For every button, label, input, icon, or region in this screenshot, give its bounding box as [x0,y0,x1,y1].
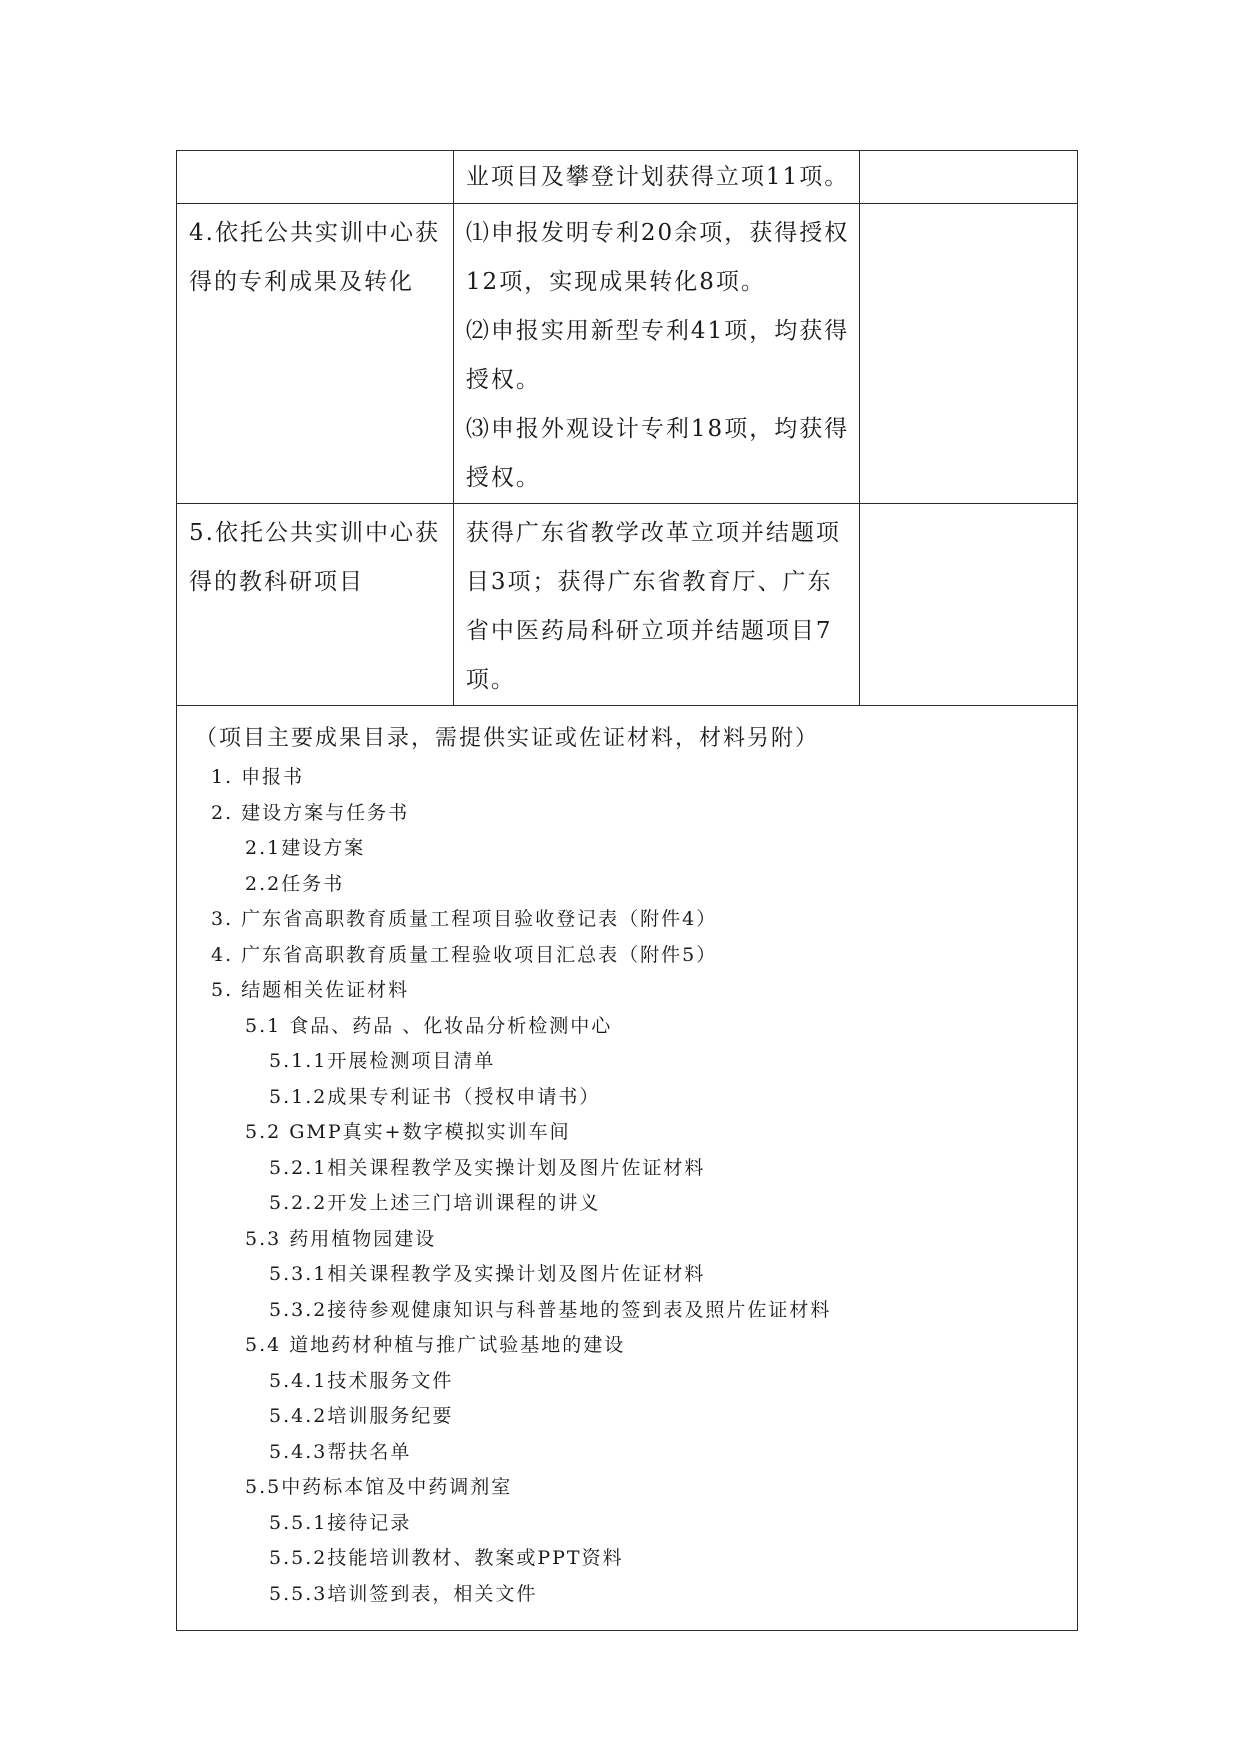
table-row [177,204,1078,504]
item-cell [177,504,454,706]
content-paragraph: 业项目及攀登计划获得立项11项。 [465,164,850,190]
item-cell [177,204,454,504]
catalog-row [177,706,1078,1631]
table-row [177,151,1078,204]
content-paragraph: 获得广东省教学改革立项并结题项目3项；获得广东省教育厅、广东省中医药局科研立项并结题项目7项。 [465,520,841,693]
remark-cell [860,504,1078,706]
catalog-intro: （项目主要成果目录，需提供实证或佐证材料，材料另附） [195,726,820,751]
catalog-item: 3. 广东省高职教育质量工程项目验收登记表（附件4） [211,908,718,930]
item-text: 4.依托公共实训中心获得的专利成果及转化 [189,220,440,295]
catalog-item: 2. 建设方案与任务书 [211,801,410,824]
catalog-item: 5.3 药用植物园建设 [245,1227,437,1250]
content-paragraph: ⑴申报发明专利20余项，获得授权12项，实现成果转化8项。 [465,220,850,295]
remark-cell [860,151,1078,204]
catalog-item: 5.4 道地药材种植与推广试验基地的建设 [245,1334,626,1356]
catalog-item: 5.4.2培训服务纪要 [269,1405,454,1427]
content-cell [453,504,859,706]
catalog-item: 5.3.1相关课程教学及实操计划及图片佐证材料 [269,1263,706,1285]
content-cell [453,151,859,204]
content-cell [453,204,859,504]
catalog-item: 2.1建设方案 [245,837,366,859]
catalog-item: 5.2.1相关课程教学及实操计划及图片佐证材料 [269,1156,706,1179]
content-paragraph: ⑵申报实用新型专利41项，均获得授权。 [465,318,850,393]
table-body [177,151,1078,1631]
catalog-item: 5.2.2开发上述三门培训课程的讲义 [269,1192,601,1214]
catalog-item: 5.5中药标本馆及中药调剂室 [245,1476,513,1498]
catalog-item: 5.1.1开展检测项目清单 [269,1050,496,1072]
catalog-item: 5.2 GMP真实+数字模拟实训车间 [245,1121,571,1143]
catalog-item: 5.5.3培训签到表，相关文件 [269,1582,538,1605]
catalog-item: 5.4.3帮扶名单 [269,1440,412,1463]
catalog-item: 2.2任务书 [245,872,345,895]
catalog-item: 5.4.1技术服务文件 [269,1369,454,1392]
achievement-table [176,150,1078,1631]
catalog-item: 5. 结题相关佐证材料 [211,979,410,1001]
catalog-item: 5.1.2成果专利证书（授权申请书） [269,1085,601,1108]
catalog-cell [177,706,1078,1631]
catalog-item: 5.3.2接待参观健康知识与科普基地的签到表及照片佐证材料 [269,1298,832,1321]
catalog-item: 5.5.2技能培训教材、教案或PPT资料 [269,1547,624,1569]
catalog-item: 5.1 食品、药品 、化妆品分析检测中心 [245,1014,613,1037]
item-cell [177,151,454,204]
remark-cell [860,204,1078,504]
content-paragraph: ⑶申报外观设计专利18项，均获得授权。 [465,416,850,491]
catalog-item: 1. 申报书 [211,766,305,788]
item-text: 5.依托公共实训中心获得的教科研项目 [189,520,440,595]
catalog-list [195,760,1077,1612]
table-row [177,504,1078,706]
catalog-item: 5.5.1接待记录 [269,1511,412,1534]
catalog-item: 4. 广东省高职教育质量工程验收项目汇总表（附件5） [211,943,718,966]
